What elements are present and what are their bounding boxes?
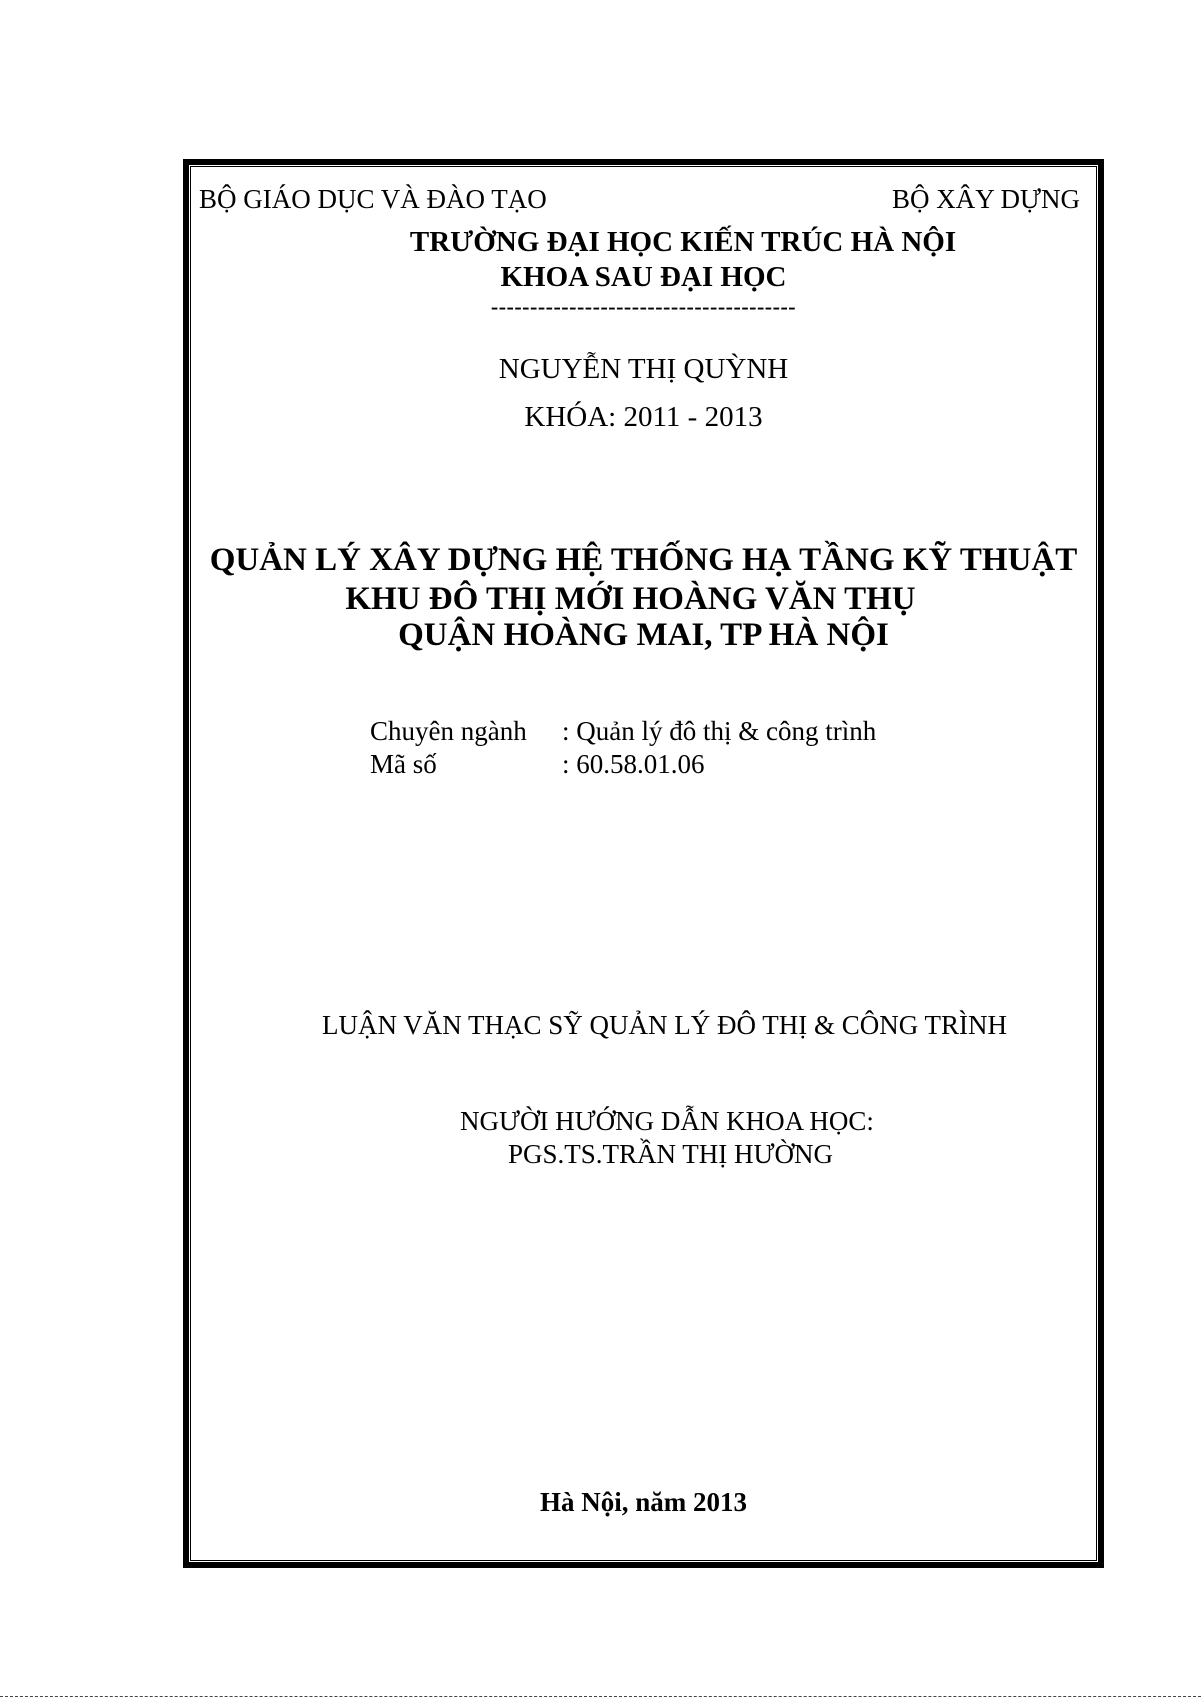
university-name: TRƯỜNG ĐẠI HỌC KIẾN TRÚC HÀ NỘI bbox=[409, 226, 957, 258]
supervisor-name: PGS.TS.TRẦN THỊ HƯỜNG bbox=[508, 1139, 833, 1169]
thesis-title-line-1: QUẢN LÝ XÂY DỰNG HỆ THỐNG HẠ TẦNG KỸ THUẬT bbox=[209, 542, 1078, 578]
header-separator: --------------------------------------- bbox=[490, 294, 797, 319]
author-name: NGUYỄN THỊ QUỲNH bbox=[498, 353, 789, 385]
supervisor-label: NGƯỜI HƯỚNG DẪN KHOA HỌC: bbox=[460, 1106, 874, 1136]
degree-title: LUẬN VĂN THẠC SỸ QUẢN LÝ ĐÔ THỊ & CÔNG TRÌNH bbox=[322, 1010, 1008, 1040]
faculty-name: KHOA SAU ĐẠI HỌC bbox=[500, 261, 787, 293]
thesis-title-line-3: QUẬN HOÀNG MAI, TP HÀ NỘI bbox=[398, 617, 889, 653]
ministry-right: BỘ XÂY DỰNG bbox=[892, 184, 1080, 214]
specialization-value: : Quản lý đô thị & công trình bbox=[562, 716, 877, 746]
thesis-title-line-2: KHU ĐÔ THỊ MỚI HOÀNG VĂN THỤ bbox=[345, 581, 916, 617]
specialization-label: Chuyên ngành bbox=[370, 716, 527, 746]
code-value: : 60.58.01.06 bbox=[562, 749, 705, 779]
ministry-left: BỘ GIÁO DỤC VÀ ĐÀO TẠO bbox=[199, 184, 547, 214]
place-and-date: Hà Nội, năm 2013 bbox=[539, 1487, 747, 1517]
code-label: Mã số bbox=[370, 749, 437, 779]
course-years: KHÓA: 2011 - 2013 bbox=[524, 401, 763, 433]
page-bottom-edge bbox=[0, 1696, 1201, 1697]
